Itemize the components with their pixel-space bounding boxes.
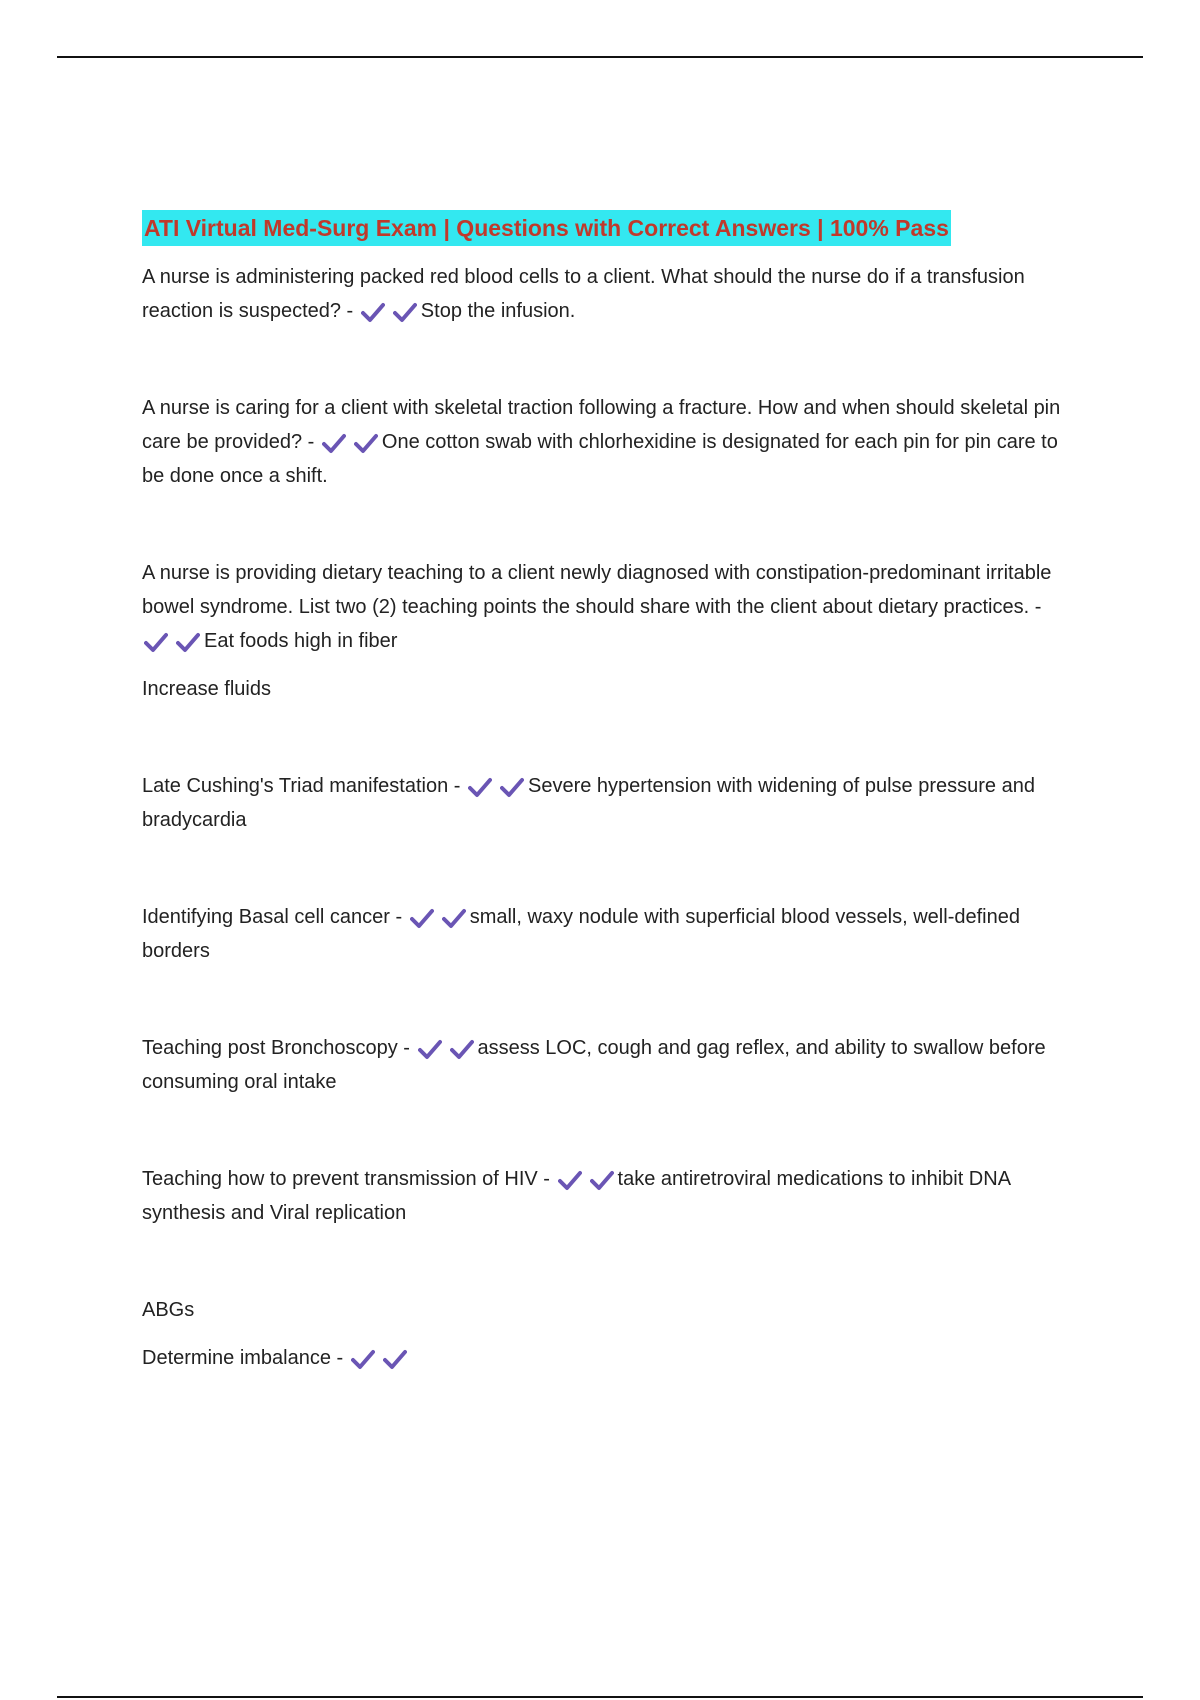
qa-item <box>142 260 1062 328</box>
double-check-icon <box>361 301 417 323</box>
header-rule <box>57 56 1143 58</box>
question-text: Teaching how to prevent transmission of HIV - <box>142 1168 550 1190</box>
question-text: Late Cushing's Triad manifestation - <box>142 775 461 797</box>
qa-item <box>142 900 1062 968</box>
qa-item <box>142 769 1062 837</box>
answer-text: Eat foods high in fiber <box>204 630 398 652</box>
qa-item <box>142 1031 1062 1099</box>
qa-item <box>142 556 1062 658</box>
question-text: Identifying Basal cell cancer - <box>142 906 403 928</box>
qa-item <box>142 1341 1062 1375</box>
qa-item <box>142 391 1062 493</box>
document-body <box>142 210 1062 1375</box>
double-check-icon <box>351 1348 407 1370</box>
double-check-icon <box>418 1038 474 1060</box>
double-check-icon <box>468 776 524 798</box>
answer-text: Severe hypertension with widening of pulse pressure and bradycardia <box>142 775 1035 831</box>
answer-text: assess LOC, cough and gag reflex, and ability to swallow before consuming oral intake <box>142 1037 1046 1093</box>
document-title: ATI Virtual Med-Surg Exam | Questions with Correct Answers | 100% Pass <box>142 210 951 246</box>
answer-text: small, waxy nodule with superficial blood vessels, well-defined borders <box>142 906 1020 962</box>
question-text: A nurse is caring for a client with skeletal traction following a fracture. How and when should skeletal pin care be provided? - <box>142 397 1061 453</box>
question-text: Teaching post Bronchoscopy - <box>142 1037 410 1059</box>
answer-text: One cotton swab with chlorhexidine is designated for each pin for pin care to be done once a shift. <box>142 431 1058 487</box>
double-check-icon <box>322 432 378 454</box>
question-text: Determine imbalance - <box>142 1347 344 1369</box>
question-text: A nurse is providing dietary teaching to a client newly diagnosed with constipation-predominant irritable bowel syndrome. List two (2) teaching points the should share with the client about dietary practices. - <box>142 562 1052 618</box>
footer-rule <box>57 1696 1143 1698</box>
answer-text: Stop the infusion. <box>420 300 576 322</box>
double-check-icon <box>558 1169 614 1191</box>
answer-continuation: Increase fluids <box>142 678 271 700</box>
abgs-heading: ABGs <box>142 1299 195 1321</box>
qa-item <box>142 1162 1062 1230</box>
question-text: A nurse is administering packed red blood cells to a client. What should the nurse do if a transfusion reaction is suspected? - <box>142 266 1025 322</box>
answer-text: take antiretroviral medications to inhibit DNA synthesis and Viral replication <box>142 1168 1010 1224</box>
double-check-icon <box>144 631 200 653</box>
double-check-icon <box>410 907 466 929</box>
